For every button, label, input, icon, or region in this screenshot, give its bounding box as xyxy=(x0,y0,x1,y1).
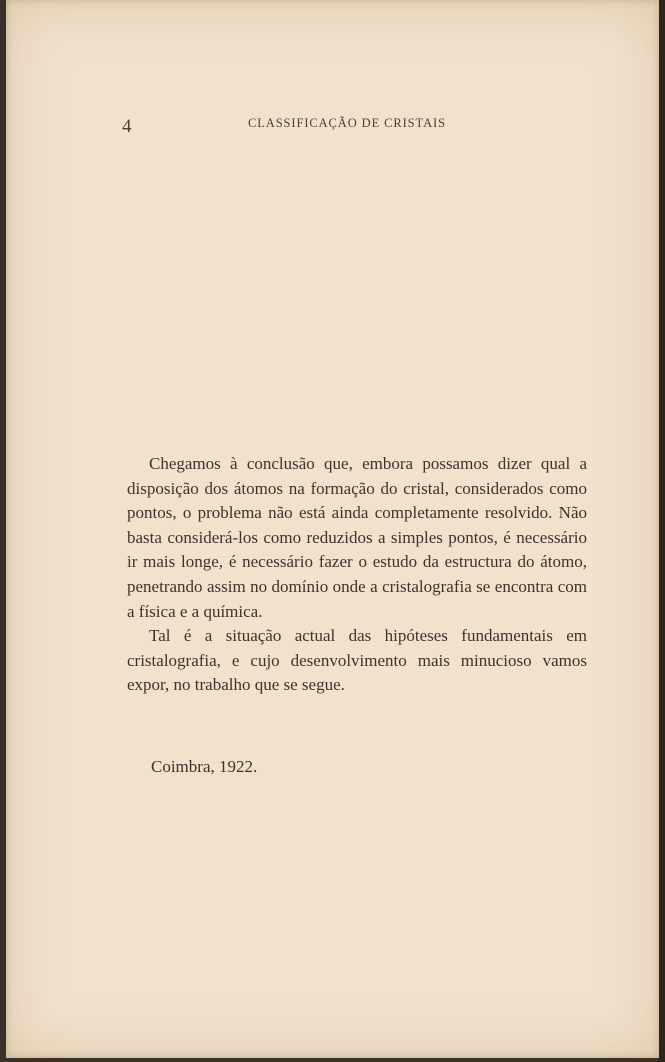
running-title: CLASSIFICAÇÃO DE CRISTAIS xyxy=(248,116,446,130)
paragraph: Tal é a situação actual das hipóteses fundamentais em cristalografia, e cujo desenvolvimento mais minucioso vamos expor, no trabalho que se segue. xyxy=(127,626,587,695)
page-header xyxy=(116,112,556,136)
book-page xyxy=(6,0,659,1058)
body-text xyxy=(127,452,587,698)
place-date: Coimbra, 1922. xyxy=(151,757,258,776)
page-number: 4 xyxy=(122,116,132,137)
page-edge xyxy=(659,0,665,1062)
paragraph: Chegamos à conclusão que, embora possamos dizer qual a disposição dos átomos na formação do cristal, considerados como pontos, o problema não está ainda completamente resolvido. Não basta considerá-los como reduzidos a simples pontos, é necessário ir mais longe, é necessário fazer o estudo da estructura do átomo, penetrando assim no domínio onde a cristalografia se encontra com a física e a química. xyxy=(127,454,587,621)
